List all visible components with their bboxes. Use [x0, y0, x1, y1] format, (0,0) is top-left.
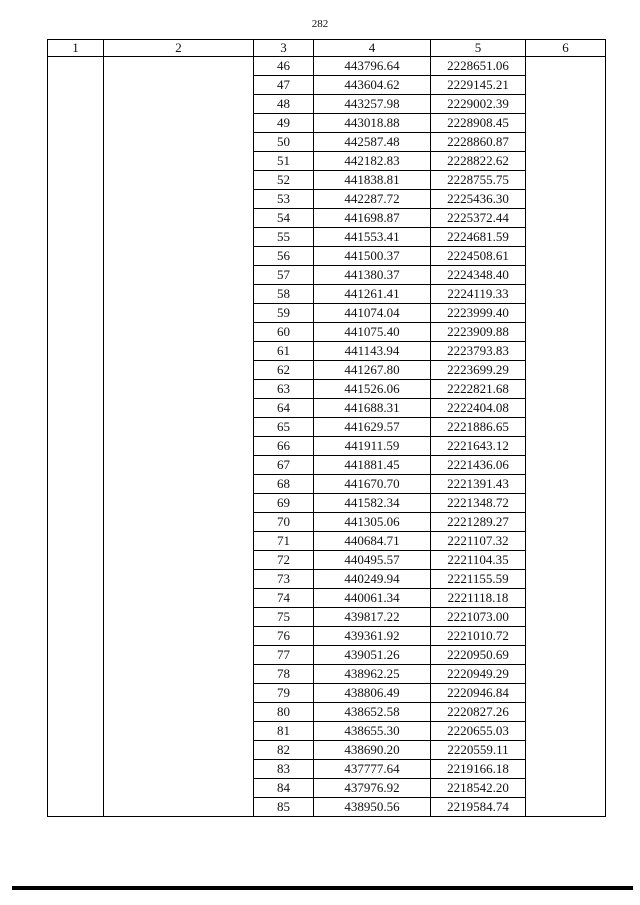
cell-col-2	[104, 228, 254, 247]
y-coordinate-cell: 2224119.33	[431, 285, 526, 304]
cell-col-2	[104, 247, 254, 266]
table-row	[48, 513, 606, 532]
cell-col-1	[48, 779, 104, 798]
y-coordinate-cell: 2221010.72	[431, 627, 526, 646]
x-coordinate-cell: 440061.34	[314, 589, 431, 608]
cell-col-2	[104, 342, 254, 361]
cell-col-2	[104, 684, 254, 703]
cell-col-6	[526, 304, 606, 323]
cell-col-6	[526, 798, 606, 817]
point-number-cell: 63	[254, 380, 314, 399]
cell-col-1	[48, 608, 104, 627]
x-coordinate-cell: 439361.92	[314, 627, 431, 646]
y-coordinate-cell: 2221348.72	[431, 494, 526, 513]
table-row	[48, 760, 606, 779]
table-row	[48, 304, 606, 323]
cell-col-2	[104, 323, 254, 342]
cell-col-6	[526, 532, 606, 551]
cell-col-2	[104, 437, 254, 456]
x-coordinate-cell: 441500.37	[314, 247, 431, 266]
cell-col-2	[104, 57, 254, 76]
y-coordinate-cell: 2228755.75	[431, 171, 526, 190]
cell-col-2	[104, 589, 254, 608]
cell-col-6	[526, 437, 606, 456]
cell-col-1	[48, 190, 104, 209]
x-coordinate-cell: 440249.94	[314, 570, 431, 589]
cell-col-1	[48, 760, 104, 779]
point-number-cell: 67	[254, 456, 314, 475]
cell-col-1	[48, 76, 104, 95]
y-coordinate-cell: 2221155.59	[431, 570, 526, 589]
cell-col-2	[104, 133, 254, 152]
y-coordinate-cell: 2218542.20	[431, 779, 526, 798]
cell-col-2	[104, 266, 254, 285]
cell-col-2	[104, 608, 254, 627]
cell-col-2	[104, 627, 254, 646]
cell-col-1	[48, 684, 104, 703]
y-coordinate-cell: 2221643.12	[431, 437, 526, 456]
table-row	[48, 209, 606, 228]
table-row	[48, 570, 606, 589]
table-row	[48, 266, 606, 285]
cell-col-2	[104, 475, 254, 494]
table-row	[48, 114, 606, 133]
table-row	[48, 665, 606, 684]
cell-col-1	[48, 114, 104, 133]
point-number-cell: 84	[254, 779, 314, 798]
table-row	[48, 551, 606, 570]
table-row	[48, 703, 606, 722]
cell-col-2	[104, 95, 254, 114]
table-row	[48, 722, 606, 741]
table-row	[48, 380, 606, 399]
header-col-2: 2	[104, 40, 254, 57]
cell-col-1	[48, 551, 104, 570]
cell-col-1	[48, 418, 104, 437]
cell-col-6	[526, 494, 606, 513]
cell-col-6	[526, 684, 606, 703]
cell-col-6	[526, 418, 606, 437]
cell-col-1	[48, 209, 104, 228]
cell-col-6	[526, 627, 606, 646]
cell-col-1	[48, 513, 104, 532]
y-coordinate-cell: 2223699.29	[431, 361, 526, 380]
cell-col-6	[526, 152, 606, 171]
cell-col-2	[104, 380, 254, 399]
y-coordinate-cell: 2221073.00	[431, 608, 526, 627]
cell-col-1	[48, 532, 104, 551]
x-coordinate-cell: 441629.57	[314, 418, 431, 437]
y-coordinate-cell: 2224681.59	[431, 228, 526, 247]
point-number-cell: 77	[254, 646, 314, 665]
x-coordinate-cell: 443604.62	[314, 76, 431, 95]
cell-col-1	[48, 304, 104, 323]
y-coordinate-cell: 2224508.61	[431, 247, 526, 266]
cell-col-2	[104, 152, 254, 171]
cell-col-1	[48, 342, 104, 361]
y-coordinate-cell: 2219166.18	[431, 760, 526, 779]
coordinates-table-container	[47, 39, 605, 817]
table-row	[48, 741, 606, 760]
table-row	[48, 95, 606, 114]
cell-col-1	[48, 494, 104, 513]
table-row	[48, 627, 606, 646]
point-number-cell: 78	[254, 665, 314, 684]
x-coordinate-cell: 442287.72	[314, 190, 431, 209]
table-row	[48, 342, 606, 361]
cell-col-6	[526, 228, 606, 247]
cell-col-6	[526, 209, 606, 228]
y-coordinate-cell: 2220946.84	[431, 684, 526, 703]
table-row	[48, 171, 606, 190]
table-row	[48, 228, 606, 247]
y-coordinate-cell: 2221886.65	[431, 418, 526, 437]
cell-col-2	[104, 456, 254, 475]
cell-col-1	[48, 380, 104, 399]
table-row	[48, 798, 606, 817]
cell-col-6	[526, 190, 606, 209]
point-number-cell: 47	[254, 76, 314, 95]
x-coordinate-cell: 437976.92	[314, 779, 431, 798]
cell-col-6	[526, 171, 606, 190]
x-coordinate-cell: 438806.49	[314, 684, 431, 703]
y-coordinate-cell: 2223999.40	[431, 304, 526, 323]
y-coordinate-cell: 2221104.35	[431, 551, 526, 570]
cell-col-1	[48, 399, 104, 418]
y-coordinate-cell: 2223793.83	[431, 342, 526, 361]
y-coordinate-cell: 2221391.43	[431, 475, 526, 494]
cell-col-1	[48, 266, 104, 285]
x-coordinate-cell: 441911.59	[314, 437, 431, 456]
cell-col-1	[48, 722, 104, 741]
point-number-cell: 48	[254, 95, 314, 114]
cell-col-2	[104, 532, 254, 551]
point-number-cell: 66	[254, 437, 314, 456]
x-coordinate-cell: 438652.58	[314, 703, 431, 722]
y-coordinate-cell: 2228822.62	[431, 152, 526, 171]
x-coordinate-cell: 443796.64	[314, 57, 431, 76]
point-number-cell: 50	[254, 133, 314, 152]
table-row	[48, 779, 606, 798]
table-row	[48, 323, 606, 342]
point-number-cell: 61	[254, 342, 314, 361]
x-coordinate-cell: 443018.88	[314, 114, 431, 133]
cell-col-6	[526, 361, 606, 380]
y-coordinate-cell: 2228908.45	[431, 114, 526, 133]
cell-col-1	[48, 361, 104, 380]
table-row	[48, 532, 606, 551]
cell-col-6	[526, 133, 606, 152]
x-coordinate-cell: 440495.57	[314, 551, 431, 570]
point-number-cell: 60	[254, 323, 314, 342]
cell-col-2	[104, 703, 254, 722]
x-coordinate-cell: 441881.45	[314, 456, 431, 475]
x-coordinate-cell: 438690.20	[314, 741, 431, 760]
table-row	[48, 133, 606, 152]
cell-col-1	[48, 171, 104, 190]
point-number-cell: 58	[254, 285, 314, 304]
table-row	[48, 76, 606, 95]
cell-col-6	[526, 779, 606, 798]
table-row	[48, 475, 606, 494]
x-coordinate-cell: 441553.41	[314, 228, 431, 247]
point-number-cell: 56	[254, 247, 314, 266]
cell-col-1	[48, 247, 104, 266]
x-coordinate-cell: 441838.81	[314, 171, 431, 190]
table-row	[48, 57, 606, 76]
x-coordinate-cell: 438655.30	[314, 722, 431, 741]
cell-col-6	[526, 703, 606, 722]
table-row	[48, 608, 606, 627]
cell-col-1	[48, 627, 104, 646]
cell-col-2	[104, 399, 254, 418]
x-coordinate-cell: 443257.98	[314, 95, 431, 114]
cell-col-2	[104, 209, 254, 228]
cell-col-6	[526, 475, 606, 494]
cell-col-6	[526, 551, 606, 570]
point-number-cell: 57	[254, 266, 314, 285]
y-coordinate-cell: 2228651.06	[431, 57, 526, 76]
x-coordinate-cell: 442587.48	[314, 133, 431, 152]
cell-col-6	[526, 608, 606, 627]
cell-col-6	[526, 741, 606, 760]
table-row	[48, 418, 606, 437]
y-coordinate-cell: 2225372.44	[431, 209, 526, 228]
y-coordinate-cell: 2221436.06	[431, 456, 526, 475]
cell-col-6	[526, 76, 606, 95]
table-row	[48, 285, 606, 304]
cell-col-6	[526, 342, 606, 361]
cell-col-2	[104, 741, 254, 760]
header-row	[48, 40, 606, 57]
cell-col-1	[48, 152, 104, 171]
cell-col-1	[48, 798, 104, 817]
cell-col-1	[48, 285, 104, 304]
point-number-cell: 73	[254, 570, 314, 589]
cell-col-6	[526, 285, 606, 304]
y-coordinate-cell: 2220655.03	[431, 722, 526, 741]
point-number-cell: 52	[254, 171, 314, 190]
cell-col-2	[104, 665, 254, 684]
y-coordinate-cell: 2220559.11	[431, 741, 526, 760]
cell-col-2	[104, 760, 254, 779]
cell-col-1	[48, 456, 104, 475]
y-coordinate-cell: 2223909.88	[431, 323, 526, 342]
page-number: 282	[311, 18, 329, 30]
x-coordinate-cell: 441075.40	[314, 323, 431, 342]
point-number-cell: 62	[254, 361, 314, 380]
y-coordinate-cell: 2222404.08	[431, 399, 526, 418]
x-coordinate-cell: 441526.06	[314, 380, 431, 399]
cell-col-2	[104, 114, 254, 133]
point-number-cell: 85	[254, 798, 314, 817]
point-number-cell: 69	[254, 494, 314, 513]
point-number-cell: 53	[254, 190, 314, 209]
cell-col-2	[104, 570, 254, 589]
point-number-cell: 72	[254, 551, 314, 570]
table-row	[48, 589, 606, 608]
cell-col-2	[104, 304, 254, 323]
y-coordinate-cell: 2221107.32	[431, 532, 526, 551]
table-row	[48, 190, 606, 209]
cell-col-2	[104, 171, 254, 190]
cell-col-1	[48, 95, 104, 114]
y-coordinate-cell: 2229002.39	[431, 95, 526, 114]
x-coordinate-cell: 441698.87	[314, 209, 431, 228]
point-number-cell: 68	[254, 475, 314, 494]
point-number-cell: 79	[254, 684, 314, 703]
table-row	[48, 247, 606, 266]
cell-col-6	[526, 513, 606, 532]
cell-col-2	[104, 646, 254, 665]
point-number-cell: 76	[254, 627, 314, 646]
point-number-cell: 81	[254, 722, 314, 741]
y-coordinate-cell: 2222821.68	[431, 380, 526, 399]
table-row	[48, 494, 606, 513]
cell-col-6	[526, 646, 606, 665]
header-col-4: 4	[314, 40, 431, 57]
cell-col-6	[526, 95, 606, 114]
x-coordinate-cell: 439051.26	[314, 646, 431, 665]
cell-col-1	[48, 589, 104, 608]
point-number-cell: 75	[254, 608, 314, 627]
cell-col-1	[48, 323, 104, 342]
cell-col-1	[48, 570, 104, 589]
cell-col-1	[48, 741, 104, 760]
table-row	[48, 646, 606, 665]
y-coordinate-cell: 2221118.18	[431, 589, 526, 608]
cell-col-2	[104, 418, 254, 437]
cell-col-2	[104, 798, 254, 817]
table-row	[48, 437, 606, 456]
x-coordinate-cell: 439817.22	[314, 608, 431, 627]
y-coordinate-cell: 2220949.29	[431, 665, 526, 684]
cell-col-2	[104, 513, 254, 532]
x-coordinate-cell: 440684.71	[314, 532, 431, 551]
x-coordinate-cell: 442182.83	[314, 152, 431, 171]
cell-col-2	[104, 494, 254, 513]
x-coordinate-cell: 441305.06	[314, 513, 431, 532]
cell-col-6	[526, 380, 606, 399]
cell-col-1	[48, 228, 104, 247]
header-col-6: 6	[526, 40, 606, 57]
cell-col-1	[48, 133, 104, 152]
point-number-cell: 65	[254, 418, 314, 437]
table-row	[48, 399, 606, 418]
y-coordinate-cell: 2224348.40	[431, 266, 526, 285]
point-number-cell: 71	[254, 532, 314, 551]
coordinates-table	[47, 39, 606, 817]
table-body	[48, 57, 606, 817]
point-number-cell: 74	[254, 589, 314, 608]
y-coordinate-cell: 2225436.30	[431, 190, 526, 209]
x-coordinate-cell: 437777.64	[314, 760, 431, 779]
point-number-cell: 55	[254, 228, 314, 247]
y-coordinate-cell: 2220827.26	[431, 703, 526, 722]
cell-col-2	[104, 285, 254, 304]
cell-col-1	[48, 437, 104, 456]
cell-col-6	[526, 760, 606, 779]
cell-col-6	[526, 114, 606, 133]
cell-col-6	[526, 399, 606, 418]
point-number-cell: 83	[254, 760, 314, 779]
cell-col-6	[526, 722, 606, 741]
x-coordinate-cell: 441261.41	[314, 285, 431, 304]
x-coordinate-cell: 441267.80	[314, 361, 431, 380]
point-number-cell: 80	[254, 703, 314, 722]
point-number-cell: 54	[254, 209, 314, 228]
cell-col-2	[104, 361, 254, 380]
y-coordinate-cell: 2220950.69	[431, 646, 526, 665]
point-number-cell: 82	[254, 741, 314, 760]
x-coordinate-cell: 438962.25	[314, 665, 431, 684]
cell-col-2	[104, 76, 254, 95]
cell-col-1	[48, 475, 104, 494]
cell-col-2	[104, 779, 254, 798]
cell-col-2	[104, 190, 254, 209]
point-number-cell: 49	[254, 114, 314, 133]
y-coordinate-cell: 2228860.87	[431, 133, 526, 152]
y-coordinate-cell: 2219584.74	[431, 798, 526, 817]
point-number-cell: 70	[254, 513, 314, 532]
cell-col-6	[526, 247, 606, 266]
header-col-5: 5	[431, 40, 526, 57]
x-coordinate-cell: 441143.94	[314, 342, 431, 361]
cell-col-6	[526, 456, 606, 475]
header-col-3: 3	[254, 40, 314, 57]
y-coordinate-cell: 2221289.27	[431, 513, 526, 532]
point-number-cell: 51	[254, 152, 314, 171]
point-number-cell: 46	[254, 57, 314, 76]
y-coordinate-cell: 2229145.21	[431, 76, 526, 95]
cell-col-2	[104, 722, 254, 741]
x-coordinate-cell: 438950.56	[314, 798, 431, 817]
cell-col-6	[526, 665, 606, 684]
table-row	[48, 684, 606, 703]
x-coordinate-cell: 441582.34	[314, 494, 431, 513]
x-coordinate-cell: 441380.37	[314, 266, 431, 285]
point-number-cell: 59	[254, 304, 314, 323]
x-coordinate-cell: 441074.04	[314, 304, 431, 323]
header-col-1: 1	[48, 40, 104, 57]
point-number-cell: 64	[254, 399, 314, 418]
cell-col-6	[526, 323, 606, 342]
cell-col-6	[526, 266, 606, 285]
x-coordinate-cell: 441688.31	[314, 399, 431, 418]
cell-col-1	[48, 703, 104, 722]
cell-col-2	[104, 551, 254, 570]
cell-col-1	[48, 57, 104, 76]
table-row	[48, 456, 606, 475]
table-row	[48, 361, 606, 380]
cell-col-6	[526, 57, 606, 76]
bottom-rule	[12, 886, 633, 890]
cell-col-1	[48, 646, 104, 665]
cell-col-6	[526, 570, 606, 589]
x-coordinate-cell: 441670.70	[314, 475, 431, 494]
cell-col-1	[48, 665, 104, 684]
cell-col-6	[526, 589, 606, 608]
table-row	[48, 152, 606, 171]
